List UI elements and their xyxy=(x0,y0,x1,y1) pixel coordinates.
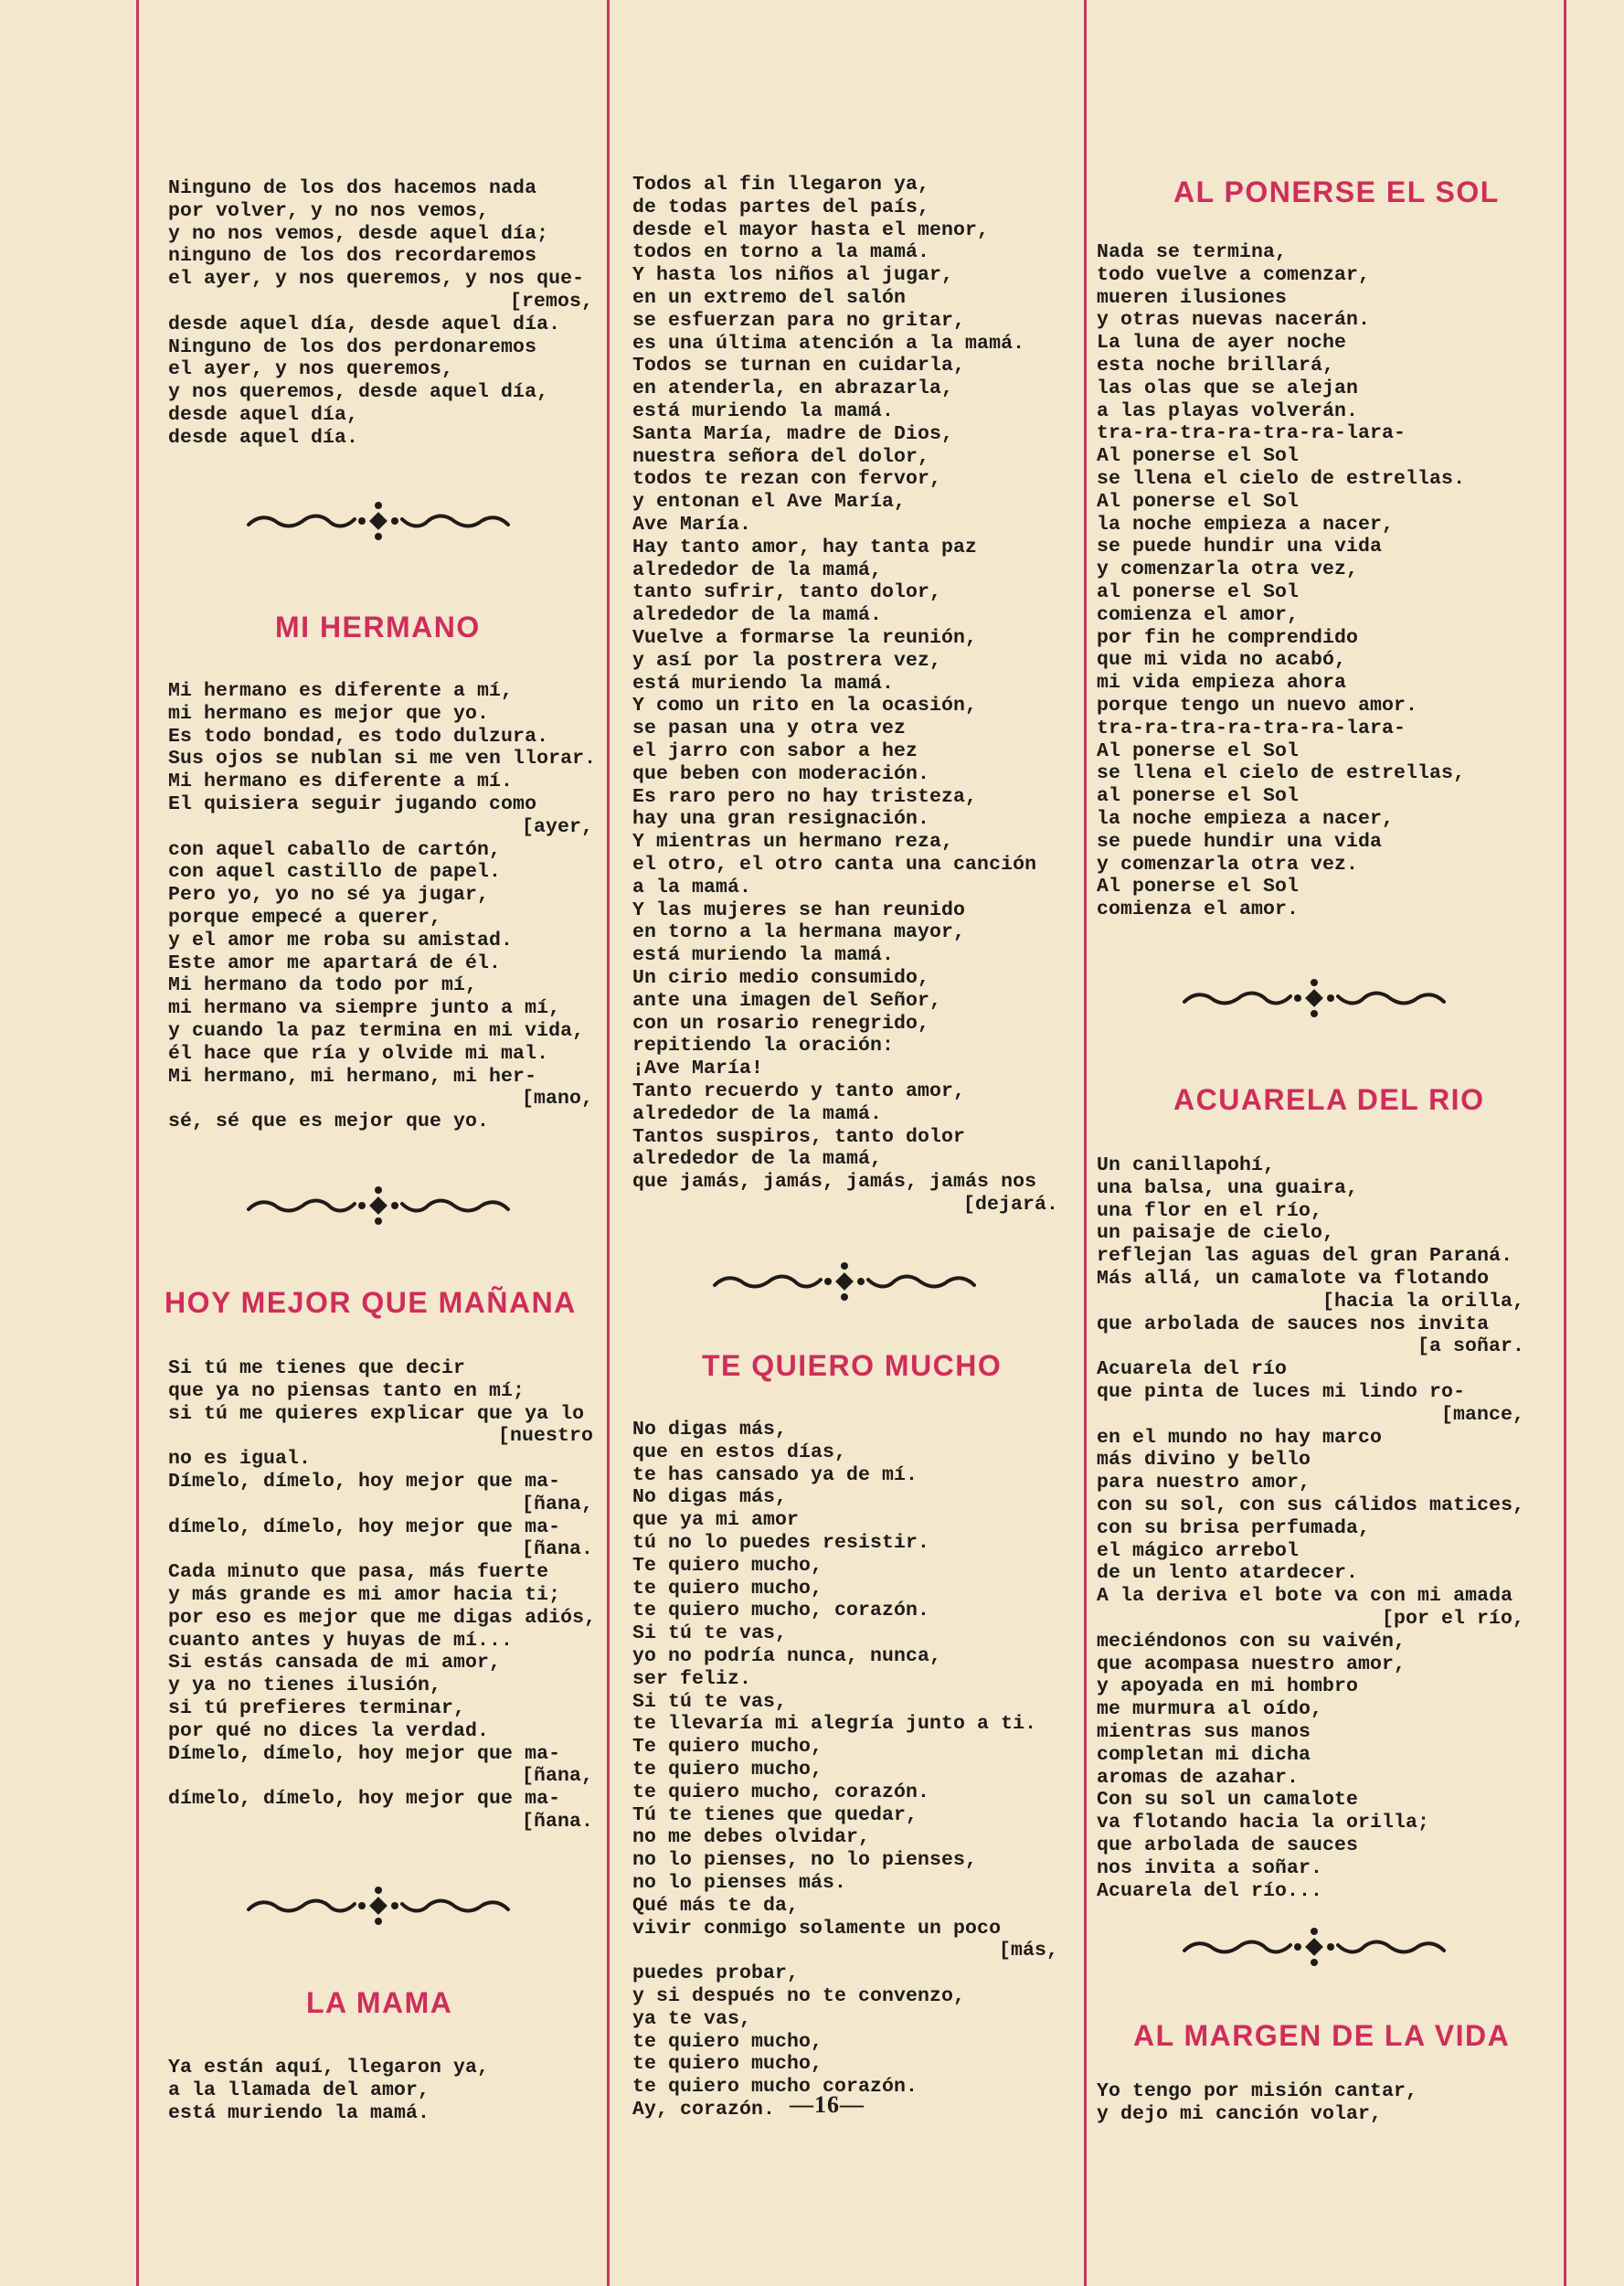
lyric-line: Al ponerse el Sol xyxy=(1097,445,1300,468)
lyric-line: la noche empieza a nacer, xyxy=(1097,513,1395,536)
lyric-line: al ponerse el Sol xyxy=(1097,581,1300,603)
lyric-line: que arbolada de sauces nos invita xyxy=(1097,1313,1490,1335)
lyric-line: Si tú te vas, xyxy=(632,1690,788,1713)
lyric-line: en atenderla, en abrazarla, xyxy=(632,377,954,400)
lyric-line: mi hermano es mejor que yo. xyxy=(168,702,490,725)
lyric-line: comienza el amor, xyxy=(1097,603,1300,626)
song-title: MI HERMANO xyxy=(275,611,481,643)
lyric-line: tra-ra-tra-ra-tra-ra-lara- xyxy=(1097,422,1406,445)
lyric-line: y ya no tienes ilusión, xyxy=(168,1675,442,1697)
lyric-line: Es raro pero no hay tristeza, xyxy=(632,785,978,808)
lyric-line: [ayer, xyxy=(521,815,593,838)
lyric-line: que arbolada de sauces xyxy=(1097,1834,1359,1856)
lyric-line: con un rosario renegrido, xyxy=(632,1012,930,1035)
lyric-line: y comenzarla otra vez, xyxy=(1097,558,1359,581)
lyric-line: repitiendo la oración: xyxy=(632,1035,895,1058)
lyric-line: y otras nuevas nacerán. xyxy=(1097,309,1371,332)
lyric-line: Con su sol un camalote xyxy=(1097,1789,1359,1812)
lyric-line: y cuando la paz termina en mi vida, xyxy=(168,1020,585,1042)
lyric-line: y así por la postrera vez, xyxy=(632,649,942,672)
lyric-line: ser feliz. xyxy=(632,1667,752,1690)
lyric-line: Qué más te da, xyxy=(632,1894,800,1917)
lyric-line: para nuestro amor, xyxy=(1097,1472,1311,1494)
lyric-line: todos te rezan con fervor, xyxy=(632,468,942,491)
lyric-line: el otro, el otro canta una canción xyxy=(632,854,1037,876)
lyric-line: con aquel caballo de cartón, xyxy=(168,838,502,861)
column-rule xyxy=(1084,0,1087,2286)
song-title: ACUARELA DEL RIO xyxy=(1173,1083,1485,1116)
lyric-line: Ninguno de los dos perdonaremos xyxy=(168,335,537,358)
lyric-line: te quiero mucho, corazón. xyxy=(632,1781,930,1803)
lyric-line: [mano, xyxy=(521,1088,593,1111)
lyric-line: con su sol, con sus cálidos matices, xyxy=(1097,1494,1525,1516)
lyric-line: A la deriva el bote va con mi amada xyxy=(1097,1585,1513,1608)
column-1 xyxy=(165,0,597,2194)
lyric-line: puedes probar, xyxy=(632,1962,800,1985)
lyric-line: Y hasta los niños al jugar, xyxy=(632,264,954,287)
lyric-line: se pasan una y otra vez xyxy=(632,718,907,740)
lyric-line: el ayer, y nos queremos, y nos que- xyxy=(168,268,585,291)
lyric-line: Ave María. xyxy=(632,514,752,536)
lyric-line: que ya mi amor xyxy=(632,1509,800,1532)
page-number: —16— xyxy=(790,2091,865,2118)
lyric-line: te quiero mucho, xyxy=(632,2030,823,2053)
lyric-line: Santa María, madre de Dios, xyxy=(632,422,954,445)
lyric-line: el ayer, y nos queremos, xyxy=(168,358,454,381)
song-title: LA MAMA xyxy=(306,1986,453,2019)
ornament-divider-icon xyxy=(707,1261,982,1302)
lyric-line: Hay tanto amor, hay tanta paz xyxy=(632,536,978,558)
lyric-line: está muriendo la mamá. xyxy=(632,672,895,695)
ornament-divider-icon xyxy=(241,1186,515,1226)
lyric-line: [hacia la orilla, xyxy=(1321,1290,1524,1313)
lyric-line: por volver, y no nos vemos, xyxy=(168,199,490,222)
lyric-line: por qué no dices la verdad. xyxy=(168,1719,490,1742)
lyric-line: una flor en el río, xyxy=(1097,1199,1323,1222)
lyric-line: yo no podría nunca, nunca, xyxy=(632,1645,942,1667)
lyric-line: Dímelo, dímelo, hoy mejor que ma- xyxy=(168,1471,561,1493)
lyric-line: Nada se termina, xyxy=(1097,241,1288,263)
lyric-line: Sus ojos se nublan si me ven llorar. xyxy=(168,748,597,771)
lyric-line: en el mundo no hay marco xyxy=(1097,1426,1383,1449)
lyric-line: todos en torno a la mamá. xyxy=(632,241,930,264)
lyric-line: dímelo, dímelo, hoy mejor que ma- xyxy=(168,1788,561,1811)
lyric-line: está muriendo la mamá. xyxy=(632,944,895,967)
lyric-line: desde aquel día, desde aquel día. xyxy=(168,313,561,335)
song-title: HOY MEJOR QUE MAÑANA xyxy=(165,1286,577,1319)
lyric-line: se llena el cielo de estrellas, xyxy=(1097,762,1466,785)
lyric-line: desde el mayor hasta el menor, xyxy=(632,218,990,241)
lyric-line: tra-ra-tra-ra-tra-ra-lara- xyxy=(1097,717,1406,739)
lyric-line: comienza el amor. xyxy=(1097,898,1300,921)
lyric-line: el jarro con sabor a hez xyxy=(632,740,918,762)
lyric-line: Ay, corazón. xyxy=(632,2099,776,2121)
lyric-line: y apoyada en mi hombro xyxy=(1097,1675,1359,1698)
lyric-line: mi vida empieza ahora xyxy=(1097,672,1347,695)
lyric-line: Tanto recuerdo y tanto amor, xyxy=(632,1080,966,1102)
lyric-line: ninguno de los dos recordaremos xyxy=(168,245,537,268)
lyric-line: Ninguno de los dos hacemos nada xyxy=(168,177,537,199)
lyric-line: me murmura al oído, xyxy=(1097,1698,1323,1721)
lyric-line: Te quiero mucho, xyxy=(632,1736,823,1759)
ornament-divider-icon xyxy=(1177,1927,1451,1967)
lyric-line: más divino y bello xyxy=(1097,1449,1311,1472)
ornament-divider-icon xyxy=(1177,978,1451,1018)
lyric-line: sé, sé que es mejor que yo. xyxy=(168,1111,490,1133)
lyric-line: que ya no piensas tanto en mí; xyxy=(168,1379,525,1402)
lyric-line: ante una imagen del Señor, xyxy=(632,989,942,1012)
lyric-line: [más, xyxy=(998,1940,1058,1962)
lyric-line: nuestra señora del dolor, xyxy=(632,445,930,468)
lyric-line: no es igual. xyxy=(168,1448,312,1471)
lyric-line: Si tú te vas, xyxy=(632,1622,788,1645)
lyric-line: vivir conmigo solamente un poco xyxy=(632,1917,1002,1940)
lyric-line: a la llamada del amor, xyxy=(168,2079,430,2101)
lyric-line: esta noche brillará, xyxy=(1097,355,1335,377)
column-rule xyxy=(607,0,610,2286)
lyric-line: a la mamá. xyxy=(632,876,752,898)
lyric-line: al ponerse el Sol xyxy=(1097,785,1300,808)
lyric-line: reflejan las aguas del gran Paraná. xyxy=(1097,1245,1513,1268)
lyric-line: mueren ilusiones xyxy=(1097,286,1288,309)
lyric-line: tú no lo puedes resistir. xyxy=(632,1532,930,1554)
lyric-line: Mi hermano es diferente a mí, xyxy=(168,680,514,702)
lyric-line: te quiero mucho, corazón. xyxy=(632,1600,930,1622)
lyric-line: y nos queremos, desde aquel día, xyxy=(168,381,549,404)
lyric-line: no lo pienses, no lo pienses, xyxy=(632,1849,978,1872)
lyric-line: Y como un rito en la ocasión, xyxy=(632,695,978,718)
lyric-line: alrededor de la mamá, xyxy=(632,1148,883,1171)
lyric-line: en un extremo del salón xyxy=(632,287,907,309)
lyric-line: Y las mujeres se han reunido xyxy=(632,898,966,921)
lyric-line: dímelo, dímelo, hoy mejor que ma- xyxy=(168,1515,561,1538)
lyric-line: Si tú me tienes que decir xyxy=(168,1357,466,1379)
lyric-line: Acuarela del río... xyxy=(1097,1879,1323,1902)
lyric-line: mientras sus manos xyxy=(1097,1721,1311,1743)
song-title: AL PONERSE EL SOL xyxy=(1173,175,1500,208)
lyric-line: Ya están aquí, llegaron ya, xyxy=(168,2057,490,2079)
lyric-line: si tú prefieres terminar, xyxy=(168,1697,466,1719)
lyric-line: tanto sufrir, tanto dolor, xyxy=(632,581,942,604)
lyric-line: cuanto antes y huyas de mí... xyxy=(168,1629,514,1652)
lyric-line: desde aquel día. xyxy=(168,426,359,449)
lyric-line: Un cirio medio consumido, xyxy=(632,967,930,989)
lyric-line: Pero yo, yo no sé ya jugar, xyxy=(168,884,490,907)
lyric-line: [ñana. xyxy=(521,1811,593,1833)
lyric-line: Yo tengo por misión cantar, xyxy=(1097,2080,1418,2102)
lyric-line: y dejo mi canción volar, xyxy=(1097,2102,1383,2125)
lyric-line: alrededor de la mamá. xyxy=(632,604,883,627)
lyric-line: ¡Ave María! xyxy=(632,1058,764,1080)
lyric-line: Y mientras un hermano reza, xyxy=(632,831,954,854)
lyric-line: y más grande es mi amor hacia ti; xyxy=(168,1584,561,1606)
lyric-line: [nuestro xyxy=(497,1425,593,1448)
lyric-line: está muriendo la mamá. xyxy=(632,400,895,422)
lyric-line: se puede hundir una vida xyxy=(1097,536,1383,558)
lyric-line: nos invita a soñar. xyxy=(1097,1856,1323,1879)
lyric-line: de todas partes del país, xyxy=(632,196,930,218)
lyric-line: la noche empieza a nacer, xyxy=(1097,808,1395,830)
song-title: TE QUIERO MUCHO xyxy=(702,1349,1003,1382)
column-3 xyxy=(1097,0,1524,2194)
ornament-divider-icon xyxy=(241,1886,515,1926)
lyric-line: con aquel castillo de papel. xyxy=(168,861,502,884)
lyric-line: Al ponerse el Sol xyxy=(1097,876,1300,898)
lyric-line: Si estás cansada de mi amor, xyxy=(168,1652,502,1675)
lyric-line: que jamás, jamás, jamás, jamás nos xyxy=(632,1171,1037,1194)
lyric-line: aromas de azahar. xyxy=(1097,1766,1300,1789)
lyric-line: Un canillapohí, xyxy=(1097,1154,1276,1176)
lyric-line: Mi hermano da todo por mí, xyxy=(168,974,478,997)
lyric-line: alrededor de la mamá, xyxy=(632,558,883,581)
lyric-line: [ñana, xyxy=(521,1493,593,1515)
lyric-line: una balsa, una guaira, xyxy=(1097,1176,1359,1199)
lyric-line: Cada minuto que pasa, más fuerte xyxy=(168,1561,549,1584)
lyric-line: por fin he comprendido xyxy=(1097,626,1359,649)
lyric-line: alrededor de la mamá. xyxy=(632,1102,883,1125)
lyric-line: Tantos suspiros, tanto dolor xyxy=(632,1125,966,1148)
lyric-line: Al ponerse el Sol xyxy=(1097,490,1300,513)
lyric-line: ya te vas, xyxy=(632,2007,752,2030)
lyric-line: El quisiera seguir jugando como xyxy=(168,793,537,815)
lyric-line: el mágico arrebol xyxy=(1097,1539,1300,1562)
lyric-line: a las playas volverán. xyxy=(1097,399,1359,422)
lyric-line: Mi hermano, mi hermano, mi her- xyxy=(168,1065,537,1088)
lyric-line: No digas más, xyxy=(632,1419,788,1441)
lyric-line: es una última atención a la mamá. xyxy=(632,332,1025,355)
lyric-line: y comenzarla otra vez. xyxy=(1097,853,1359,876)
lyric-line: Dímelo, dímelo, hoy mejor que ma- xyxy=(168,1742,561,1765)
lyric-line: No digas más, xyxy=(632,1486,788,1509)
lyric-line: te llevaría mi alegría junto a ti. xyxy=(632,1713,1037,1736)
lyric-line: [dejará. xyxy=(962,1194,1058,1216)
lyric-line: te quiero mucho, xyxy=(632,1577,823,1600)
lyric-line: Al ponerse el Sol xyxy=(1097,739,1300,762)
column-rule xyxy=(1564,0,1566,2286)
lyric-line: y entonan el Ave María, xyxy=(632,491,907,514)
lyric-line: Todos se turnan en cuidarla, xyxy=(632,355,966,377)
ornament-divider-icon xyxy=(241,501,515,541)
lyric-line: Tú te tienes que quedar, xyxy=(632,1803,918,1826)
lyric-line: te quiero mucho corazón. xyxy=(632,2076,918,2099)
lyric-line: que pinta de luces mi lindo ro- xyxy=(1097,1381,1466,1403)
lyric-line: que en estos días, xyxy=(632,1441,847,1463)
lyric-line: [a soñar. xyxy=(1417,1335,1524,1358)
lyric-line: él hace que ría y olvide mi mal. xyxy=(168,1042,549,1065)
lyric-line: todo vuelve a comenzar, xyxy=(1097,263,1371,286)
lyric-line: que beben con moderación. xyxy=(632,762,930,785)
lyric-line: Todos al fin llegaron ya, xyxy=(632,174,930,196)
lyric-line: por eso es mejor que me digas adiós, xyxy=(168,1606,597,1629)
lyric-line: Vuelve a formarse la reunión, xyxy=(632,627,978,649)
lyric-line: desde aquel día, xyxy=(168,404,359,426)
lyric-line: mi hermano va siempre junto a mí, xyxy=(168,997,561,1020)
lyric-line: que acompasa nuestro amor, xyxy=(1097,1653,1406,1675)
lyric-line: hay una gran resignación. xyxy=(632,808,930,831)
lyric-line: las olas que se alejan xyxy=(1097,377,1359,399)
lyric-line: en torno a la hermana mayor, xyxy=(632,921,966,944)
lyric-line: te quiero mucho, xyxy=(632,2053,823,2076)
lyric-line: va flotando hacia la orilla; xyxy=(1097,1812,1430,1834)
lyric-line: si tú me quieres explicar que ya lo xyxy=(168,1402,585,1425)
lyric-line: no me debes olvidar, xyxy=(632,1826,871,1849)
lyric-line: no lo pienses más. xyxy=(632,1872,847,1894)
lyric-line: y no nos vemos, desde aquel día; xyxy=(168,222,549,245)
lyric-line: completan mi dicha xyxy=(1097,1743,1311,1766)
lyric-line: Mi hermano es diferente a mí. xyxy=(168,771,514,793)
lyric-line: porque empecé a querer, xyxy=(168,907,442,929)
lyric-line: La luna de ayer noche xyxy=(1097,332,1347,355)
lyric-line: te has cansado ya de mí. xyxy=(632,1463,918,1486)
lyric-line: [remos, xyxy=(509,291,593,313)
column-2 xyxy=(632,0,1058,2194)
lyric-line: meciéndonos con su vaivén, xyxy=(1097,1630,1406,1653)
column-rule xyxy=(136,0,139,2286)
lyric-line: te quiero mucho, xyxy=(632,1759,823,1781)
lyric-line: Este amor me apartará de él. xyxy=(168,952,502,974)
lyric-line: porque tengo un nuevo amor. xyxy=(1097,695,1418,717)
lyric-line: un paisaje de cielo, xyxy=(1097,1222,1335,1245)
lyric-line: y el amor me roba su amistad. xyxy=(168,929,514,952)
lyric-line: Más allá, un camalote va flotando xyxy=(1097,1268,1490,1290)
lyric-line: [ñana. xyxy=(521,1538,593,1561)
lyric-line: se puede hundir una vida xyxy=(1097,830,1383,853)
lyric-line: se esfuerzan para no gritar, xyxy=(632,309,966,332)
lyric-line: está muriendo la mamá. xyxy=(168,2101,430,2124)
lyric-line: se llena el cielo de estrellas. xyxy=(1097,468,1466,490)
lyric-line: Te quiero mucho, xyxy=(632,1554,823,1577)
lyric-line: Acuarela del río xyxy=(1097,1358,1288,1381)
lyric-line: con su brisa perfumada, xyxy=(1097,1516,1371,1539)
lyric-line: de un lento atardecer. xyxy=(1097,1562,1359,1585)
lyric-line: Es todo bondad, es todo dulzura. xyxy=(168,725,549,748)
lyric-line: [ñana, xyxy=(521,1765,593,1788)
lyric-line: y si después no te convenzo, xyxy=(632,1985,966,2007)
lyric-line: que mi vida no acabó, xyxy=(1097,649,1347,672)
lyric-line: [mance, xyxy=(1440,1403,1524,1426)
song-title: AL MARGEN DE LA VIDA xyxy=(1133,2019,1511,2052)
lyric-line: [por el río, xyxy=(1381,1608,1524,1630)
